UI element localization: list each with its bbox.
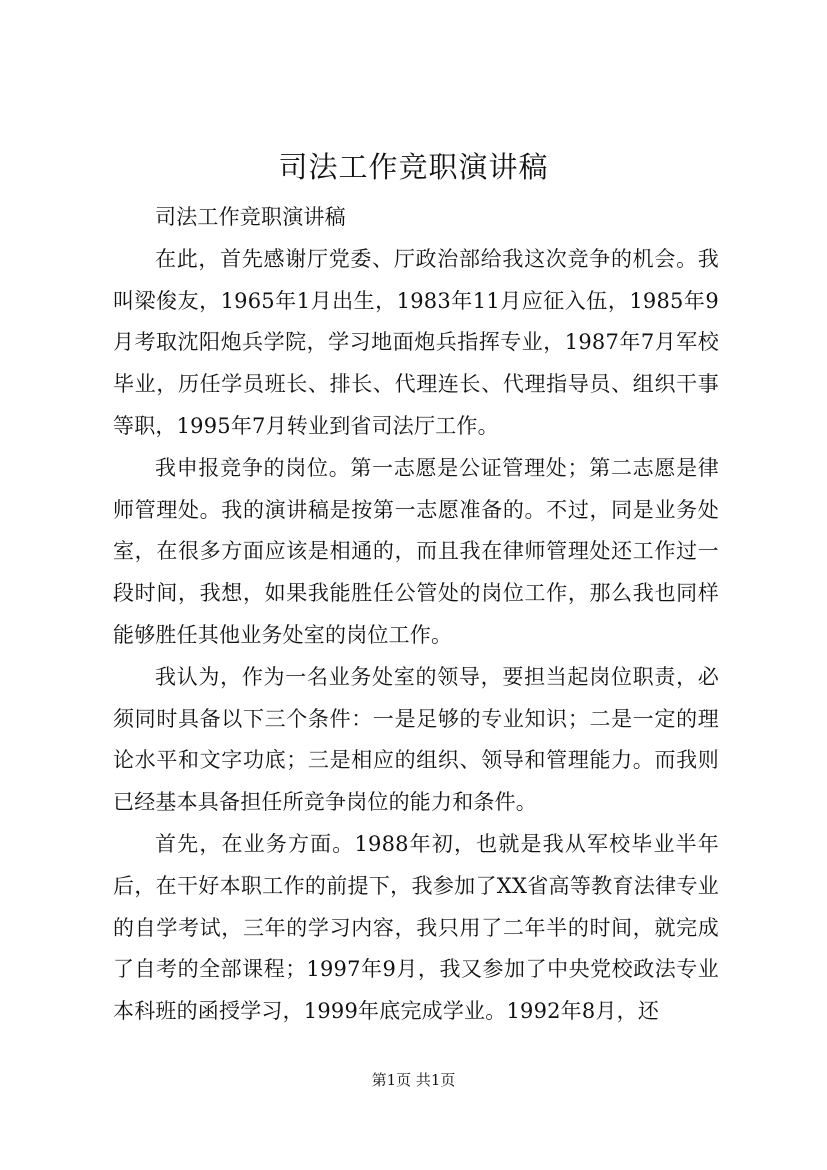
- page-footer: 第1页 共1页: [371, 1071, 456, 1089]
- document-body: [113, 197, 719, 1033]
- paragraph-position-choice: 我申报竞争的岗位。第一志愿是公证管理处；第二志愿是律师管理处。我的演讲稿是按第一志愿准备的。不过，同是业务处室，在很多方面应该是相通的，而且我在律师管理处还工作过一段时间，我想，如果我能胜任公管处的岗位工作，那么我也同样能够胜任其他业务处室的岗位工作。: [113, 455, 719, 647]
- subtitle-paragraph: 司法工作竞职演讲稿: [155, 205, 346, 229]
- paragraph-introduction: 在此，首先感谢厅党委、厅政治部给我这次竞争的机会。我叫梁俊友，1965年1月出生，1983年11月应征入伍，1985年9月考取沈阳炮兵学院，学习地面炮兵指挥专业，1987年7月军校毕业，历任学员班长、排长、代理连长、代理指导员、组织干事等职，1995年7月转业到省司法厅工作。: [113, 246, 719, 438]
- paragraph-requirements: 我认为，作为一名业务处室的领导，要担当起岗位职责，必须同时具备以下三个条件：一是足够的专业知识；二是一定的理论水平和文字功底；三是相应的组织、领导和管理能力。而我则已经基本具备担任所竞争岗位的能力和条件。: [113, 664, 719, 815]
- document-title: 司法工作竞职演讲稿: [278, 150, 549, 184]
- paragraph-business-experience: 首先，在业务方面。1988年初，也就是我从军校毕业半年后，在干好本职工作的前提下，我参加了XX省高等教育法律专业的自学考试，三年的学习内容，我只用了二年半的时间，就完成了自考的全部课程；1997年9月，我又参加了中央党校政法专业本科班的函授学习，1999年底完成学业。1992年8月，还: [113, 831, 719, 1024]
